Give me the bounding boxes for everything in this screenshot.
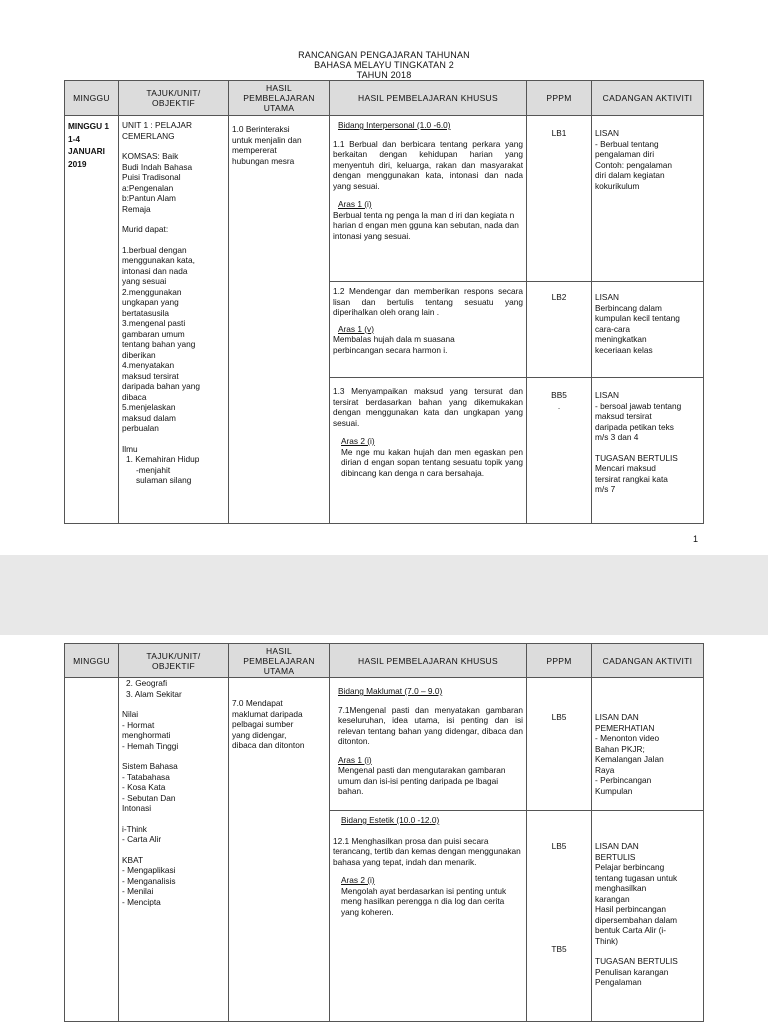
cell-cadangan <box>592 811 704 1022</box>
aras-title: Aras 2 (i) <box>341 875 375 885</box>
col-header-tajuk: TAJUK/UNIT/ OBJEKTIF <box>119 644 229 678</box>
aras-text: Me nge mu kakan hujah dan men egaskan pen dirian d engan sopan tentang sesuatu topik yang dibincang kan denga n cara bersahaja. <box>341 446 523 478</box>
cell-pppm <box>527 811 592 1022</box>
ilmu-subitem: -menjahit sulaman silang <box>136 464 192 485</box>
activity-title: LISAN DAN PEMERHATIAN <box>595 712 655 733</box>
objective-list: 1.berbual dengan menggunakan kata, intonasi dan nada yang sesuai 2.menggunakan ungkapan yang bertatasusila 3.mengenal pasti gambaran umum tentang bahan yang diberikan 4.menyatakan maksud tersirat daripada bahan yang dibaca 5.menjelaskan maksud dalam perbualan <box>122 244 200 433</box>
hpk-text: 1.1 Berbual dan berbicara tentang perkara yang berkaitan dengan kehidupan harian yang menyentuh diri, keluarga, rakan dan masyarakat dengan menggunakan kata, intonasi dan nada yang sesuai. <box>333 138 523 191</box>
activity-text: Pelajar berbincang tentang tugasan untuk menghasilkan karangan Hasil perbincangan dipersembahan dalam bentuk Carta Alir (i- Think) <box>595 862 678 946</box>
ilmu-item: 1. Kemahiran Hidup <box>126 454 200 464</box>
pppm-code-2: TB5 <box>551 943 567 954</box>
activity-title: LISAN <box>595 292 619 302</box>
topic-list: 2. Geografi 3. Alam Sekitar <box>126 678 182 699</box>
murid-dapat: Murid dapat: <box>122 224 169 234</box>
hpk-text: 12.1 Menghasilkan prosa dan puisi secara terancang, tertib dan kemas dengan menggunakan bahasa yang tepat, indah dan menarik. <box>333 835 521 867</box>
col-header-tajuk: TAJUK/UNIT/ OBJEKTIF <box>119 81 229 116</box>
hpk-text: 1.3 Menyampaikan maksud yang tersurat dan tersirat berdasarkan bahan yang dikemukakan dengan menggunakan kata dan ungkapan yang sesuai. <box>333 386 523 428</box>
aras-title: Aras 1 (i) <box>338 754 372 765</box>
activity-text: - bersoal jawab tentang maksud tersirat daripada petikan teks m/s 3 dan 4 <box>595 400 682 442</box>
aras-title: Aras 2 (i) <box>341 436 375 446</box>
pppm-code: BB5 . <box>551 390 567 411</box>
activity-title: LISAN <box>595 128 619 138</box>
cell-hpk <box>330 116 527 282</box>
unit-title: UNIT 1 : PELAJAR CEMERLANG <box>122 120 192 141</box>
cell-cadangan <box>592 116 704 282</box>
col-header-hpk: HASIL PEMBELAJARAN KHUSUS <box>330 644 527 678</box>
cell-pppm <box>527 116 592 282</box>
cell-hpk <box>330 678 527 811</box>
pppm-code: LB1 <box>551 128 567 138</box>
ithink-title: i-Think <box>122 823 147 834</box>
page-number: 1 <box>692 534 698 544</box>
pppm-code: LB5 <box>551 712 567 722</box>
aras-title: Aras 1 (v) <box>338 323 374 334</box>
activity-title: LISAN <box>595 390 619 400</box>
cell-pppm <box>527 678 592 811</box>
ilmu-title: Ilmu <box>122 443 138 454</box>
activity-text: - Menonton video Bahan PKJR; Kemalangan Jalan Raya - Perbincangan Kumpulan <box>595 733 664 796</box>
aras-text: Mengolah ayat berdasarkan isi penting untuk meng hasilkan perengga n dia log dan cerita yang koheren. <box>341 885 507 917</box>
col-header-hpk: HASIL PEMBELAJARAN KHUSUS <box>330 81 527 116</box>
hpk-text: 7.1Mengenal pasti dan menyatakan gambaran keseluruhan, idea utama, isi penting dan isi relevan tentang bahan yang didengar, dibaca dan ditonton. <box>338 704 523 746</box>
aras-text: Membalas hujah dala m suasana perbincangan secara harmon i. <box>333 334 455 355</box>
col-header-hpu: HASIL PEMBELAJARAN UTAMA <box>229 644 330 678</box>
activity-title: LISAN DAN BERTULIS <box>595 841 639 862</box>
sistem-bahasa-list: - Tatabahasa - Kosa Kata - Sebutan Dan Intonasi <box>122 771 176 813</box>
cell-tajuk <box>119 116 229 524</box>
minggu-text: MINGGU 1 1-4 JANUARI 2019 <box>68 121 110 169</box>
activity-title-2: TUGASAN BERTULIS <box>595 956 678 966</box>
activity-text-2: Penulisan karangan Pengalaman <box>595 966 669 987</box>
nilai-list: - Hormat menghormati - Hemah Tinggi <box>122 719 179 751</box>
plan-table-page2 <box>64 643 704 1022</box>
cell-hpk <box>330 811 527 1022</box>
kbat-title: KBAT <box>122 854 144 865</box>
table-row <box>65 678 704 811</box>
bidang-title: Bidang Maklumat (7.0 – 9.0) <box>338 686 443 696</box>
aras-title: Aras 1 (i) <box>338 199 372 209</box>
col-header-minggu: MINGGU <box>65 644 119 678</box>
hpk-text: 1.2 Mendengar dan memberikan respons secara lisan dan bertulis tentang sesuatu yang diperihalkan oleh orang lain . <box>333 286 523 317</box>
cell-cadangan <box>592 678 704 811</box>
hpu-text: 1.0 Berinteraksi untuk menjalin dan mempererat hubungan mesra <box>232 124 302 166</box>
cell-hpu <box>229 116 330 524</box>
col-header-minggu: MINGGU <box>65 81 119 116</box>
activity-text-2: Mencari maksud tersirat rangkai kata m/s 7 <box>595 463 668 494</box>
komsas-text: KOMSAS: Baik Budi Indah Bahasa Puisi Tradisonal a:Pengenalan b:Pantun Alam Remaja <box>122 151 193 214</box>
activity-text: Berbincang dalam kumpulan kecil tentang cara-cara meningkatkan keceriaan kelas <box>595 302 680 355</box>
activity-text: - Berbual tentang pengalaman diri Contoh: pengalaman diri dalam kegiatan kokurikulum <box>595 138 673 191</box>
col-header-cadangan: CADANGAN AKTIVITI <box>592 644 704 678</box>
kbat-list: - Mengaplikasi - Menganalisis - Menilai - Mencipta <box>122 865 176 907</box>
hpu-text: 7.0 Mendapat maklumat daripada pelbagai sumber yang didengar, dibaca dan ditonton <box>232 698 305 750</box>
document-subtitle: BAHASA MELAYU TINGKATAN 2 <box>314 60 454 70</box>
activity-title-2: TUGASAN BERTULIS <box>595 452 678 463</box>
document-year: TAHUN 2018 <box>356 70 412 80</box>
bidang-title: Bidang Estetik (10.0 -12.0) <box>341 815 440 825</box>
pppm-code: LB5 <box>551 841 567 851</box>
aras-text: Berbual tenta ng penga la man d iri dan kegiata n harian d engan men gguna kan sebutan, nada dan intonasi yang sesuai. <box>333 209 519 241</box>
col-header-pppm: PPPM <box>527 644 592 678</box>
cell-minggu <box>65 116 119 524</box>
cell-cadangan <box>592 378 704 524</box>
col-header-pppm: PPPM <box>527 81 592 116</box>
col-header-cadangan: CADANGAN AKTIVITI <box>592 81 704 116</box>
table-row <box>65 116 704 282</box>
nilai-title: Nilai <box>122 709 139 719</box>
cell-pppm <box>527 378 592 524</box>
cell-minggu <box>65 678 119 1022</box>
document-title: RANCANGAN PENGAJARAN TAHUNAN <box>298 50 470 60</box>
page-separator <box>0 555 768 635</box>
bidang-title: Bidang Interpersonal (1.0 -6.0) <box>338 120 451 130</box>
plan-table-page1 <box>64 80 704 524</box>
cell-pppm <box>527 282 592 378</box>
table-header-row <box>65 644 704 678</box>
pppm-code: LB2 <box>551 292 567 302</box>
col-header-hpu: HASIL PEMBELAJARAN UTAMA <box>229 81 330 116</box>
cell-hpu <box>229 678 330 1022</box>
sistem-bahasa-title: Sistem Bahasa <box>122 761 178 771</box>
aras-text: Mengenal pasti dan mengutarakan gambaran umum dan isi-isi penting daripada pe lbagai bahan. <box>338 765 506 796</box>
cell-hpk <box>330 282 527 378</box>
cell-hpk <box>330 378 527 524</box>
cell-tajuk <box>119 678 229 1022</box>
ithink-list: - Carta Alir <box>122 834 162 844</box>
cell-cadangan <box>592 282 704 378</box>
table-header-row <box>65 81 704 116</box>
